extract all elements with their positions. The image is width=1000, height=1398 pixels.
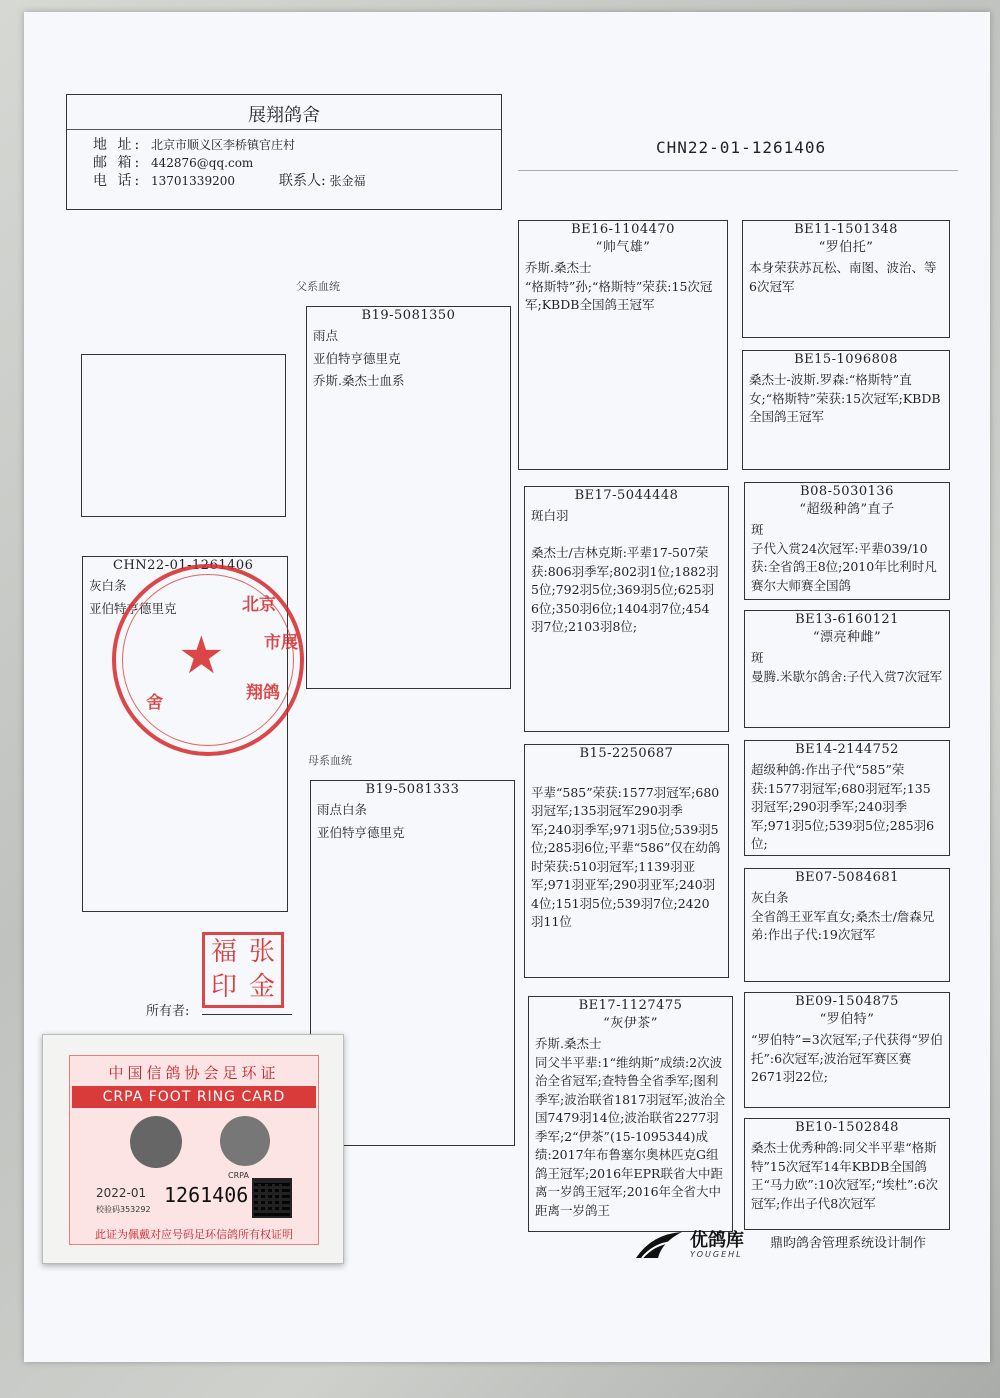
subject-line-2: 亚伯特亨德里克: [89, 600, 177, 616]
brand-footer: [632, 1224, 972, 1268]
gen3-text: 斑白羽 桑杰士/吉林克斯:平辈17-507荣获:806羽季军;802羽1位;1882羽5位;792羽5位;369羽5位;625羽6位;350羽6位;1404羽7位;454羽7位;2103羽8位;: [531, 508, 719, 634]
brand-sub: YOUGEHL: [690, 1250, 743, 1259]
gen4-box-6: [744, 868, 950, 982]
address-value: 北京市顺义区李桥镇官庄村: [151, 138, 296, 152]
gen4-box-8: [744, 1118, 950, 1230]
seal-char-1: 福: [210, 937, 237, 967]
gen4-name: “罗伯托”: [818, 240, 874, 255]
gen3-box-3: [524, 744, 729, 978]
stamp-char-1: 北京: [242, 595, 276, 615]
contact-label: 联系人:: [278, 173, 326, 189]
gen4-ring: BE13-6160121: [795, 612, 899, 627]
gen4-text: 灰白条 全省鸽王亚军直女;桑杰士/詹森兄弟:作出子代:19次冠军: [751, 890, 935, 942]
card-ring-number: 1261406: [164, 1183, 249, 1207]
gen3-text: 乔斯.桑杰士 “格斯特”孙;“格斯特”荣获:15次冠军;KBDB全国鸽王冠军: [525, 260, 713, 312]
gen4-text: 桑杰士优秀种鸽:同父半平辈“格斯特”15次冠军14年KBDB全国鸽王“马力欧”:10次冠军;“埃杜”:6次冠军;作出子代8次冠军: [751, 1140, 939, 1211]
sire-line-label: 父系血统: [296, 280, 340, 293]
gen3-text: 平辈“585”荣获:1577羽冠军;680羽冠军;135羽冠军290羽季军;240羽季军;971羽5位;539羽5位;285羽6位;平辈“586”仅在幼鸽时荣获:510羽冠军;1139羽亚军;971羽亚军;290羽亚军;240羽4位;151羽5位;539羽7位;2420羽11位: [531, 784, 721, 929]
gen3-ring: BE17-1127475: [578, 998, 683, 1013]
gen3-box-2: [524, 486, 729, 732]
gen4-text: 斑 曼腾.米歇尔鸽舍:子代入赏7次冠军: [751, 650, 943, 684]
gen3-ring: B15-2250687: [579, 746, 674, 761]
gen3-name: “帅气雄”: [595, 240, 651, 255]
stamp-char-2: 市展: [264, 633, 298, 653]
gen4-box-1: [742, 220, 950, 338]
star-icon: ★: [178, 626, 225, 686]
gen4-box-7: [744, 992, 950, 1108]
gen4-text: “罗伯特”=3次冠军;子代获得“罗伯托”:6次冠军;波治冠军赛区赛2671羽22位;: [751, 1032, 943, 1084]
card-title-en: CRPA FOOT RING CARD: [72, 1086, 316, 1108]
gen4-ring: BE09-1504875: [795, 994, 899, 1009]
gen4-name: “超级种鸽”直子: [799, 502, 895, 517]
owner-seal: [202, 932, 284, 1008]
gen3-box-1: [518, 220, 728, 470]
header-divider: [518, 170, 958, 171]
gen4-ring: BE14-2144752: [795, 742, 899, 757]
dam-ring: B19-5081333: [365, 782, 460, 797]
dam-line-1: 雨点白条: [317, 802, 368, 817]
email-row: [67, 154, 501, 172]
address-label: 地 址:: [93, 137, 143, 153]
gen4-box-5: [744, 740, 950, 856]
stamp-char-3: 翔鸽: [246, 683, 280, 703]
ring-number-header: CHN22-01-1261406: [656, 138, 827, 157]
qr-code-icon: [252, 1178, 292, 1218]
gen4-name: “罗伯特”: [819, 1012, 875, 1027]
email-label: 邮 箱:: [93, 155, 143, 171]
kennel-info-box: [66, 94, 502, 210]
owner-signature-line: [202, 1014, 292, 1015]
phone-row: [67, 172, 501, 190]
sire-line-1: 雨点: [313, 328, 339, 343]
crpa-logo-icon: [220, 1116, 270, 1166]
gen4-ring: BE11-1501348: [794, 222, 898, 237]
gen4-box-3: [744, 482, 950, 600]
card-footer: 此证为佩戴对应号码足环信鸽所有权证明: [95, 1228, 293, 1241]
photo-box: [81, 354, 286, 517]
yougeku-logo-icon: [632, 1228, 686, 1262]
gen4-box-2: [742, 350, 950, 470]
dam-line-label: 母系血统: [308, 754, 352, 767]
gen3-ring: BE16-1104470: [571, 222, 675, 237]
gen4-ring: BE15-1096808: [794, 352, 898, 367]
gen4-text: 本身荣获苏瓦松、南图、波治、等6次冠军: [749, 260, 937, 294]
gen4-text: 斑 子代入赏24次冠军:平辈039/10获:全省鸽王8位;2010年比利时凡赛尔大师赛全国鸽: [751, 522, 937, 593]
gen4-ring: BE10-1502848: [795, 1120, 899, 1135]
gen4-box-4: [744, 610, 950, 728]
phone-label: 电 话:: [93, 173, 143, 189]
card-verify-code: 校验码353292: [96, 1205, 151, 1214]
seal-char-3: 印: [210, 972, 237, 1002]
email-value: 442876@qq.com: [151, 156, 254, 170]
owner-label: 所有者:: [146, 1004, 190, 1019]
gen4-ring: BE07-5084681: [795, 870, 899, 885]
brand-tagline: 鼎昀鸽舍管理系统设计制作: [770, 1236, 927, 1251]
gen4-text: 超级种鸽:作出子代“585”荣获:1577羽冠军;680羽冠军;135羽冠军;290羽季军;240羽季军;971羽5位;539羽5位;285羽6位;: [751, 762, 935, 851]
subject-ring: CHN22-01-1261406: [113, 558, 254, 573]
crpa-foot-ring-card: [42, 1034, 344, 1264]
phone-value: 13701339200: [151, 174, 235, 188]
dam-line-2: 亚伯特亨德里克: [317, 824, 405, 840]
subject-line-1: 灰白条: [89, 578, 127, 593]
gen3-text: 乔斯.桑杰士 同父半平辈:1“维纳斯”成绩:2次波治全省冠军;查特鲁全省季军;图利季军;波治联省1817羽冠军;波治全国7479羽14位;波治联省2277羽季军;2“伊茶”(15-1095344)成绩:2017年布鲁塞尔奥林匹克G组鸽王冠军;2016年EPR联省大中距离一岁鸽王冠军;2016年全省大中距离一岁鸽王: [535, 1036, 726, 1218]
gen3-name: “灰伊茶”: [603, 1016, 658, 1031]
brand-name: 优鸽库: [690, 1230, 744, 1251]
card-ring-prefix: 2022-01: [96, 1186, 147, 1200]
kennel-name: 展翔鸽舍: [67, 95, 501, 130]
gen3-box-4: [528, 996, 733, 1232]
gen4-text: 桑杰士-波斯.罗森:“格斯特”直女;“格斯特”荣获:15次冠军;KBDB全国鸽王冠军: [749, 372, 941, 424]
address-row: [67, 136, 501, 154]
stamp-char-4: 舍: [146, 693, 163, 713]
sire-box: [306, 306, 511, 689]
kennel-round-stamp: [112, 564, 304, 756]
seal-char-2: 张: [248, 937, 275, 967]
card-inner: [69, 1055, 319, 1245]
sire-ring: B19-5081350: [361, 308, 456, 323]
gen3-ring: BE17-5044448: [574, 488, 679, 503]
sire-line-3: 乔斯.桑杰士血系: [313, 373, 405, 388]
sire-line-2: 亚伯特亨德里克: [313, 350, 401, 366]
card-title-cn: 中国信鸽协会足环证: [108, 1064, 280, 1082]
gen4-ring: B08-5030136: [800, 484, 894, 499]
seal-char-4: 金: [248, 972, 275, 1002]
contact-value: 张金福: [329, 174, 366, 188]
globe-logo-icon: [130, 1116, 182, 1168]
gen4-name: “漂亮种雌”: [812, 630, 882, 645]
